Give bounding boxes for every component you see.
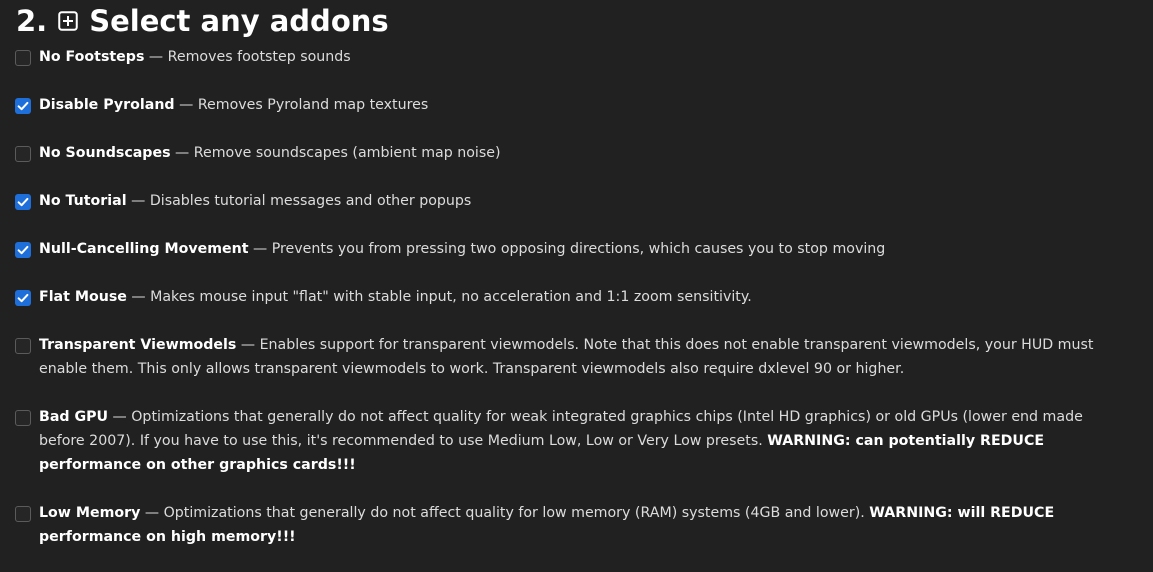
checkbox[interactable]: [15, 338, 31, 354]
option-description: Makes mouse input "flat" with stable input, no acceleration and 1:1 zoom sensitivity.: [150, 289, 752, 305]
option-description: Removes Pyroland map textures: [197, 97, 429, 113]
option-text: [39, 285, 1115, 309]
option-name: Transparent Viewmodels: [39, 337, 237, 353]
checkmark-icon: [15, 242, 31, 258]
option-name: No Soundscapes: [39, 145, 171, 161]
option-text: [39, 93, 1115, 117]
option-name: No Footsteps: [39, 49, 145, 65]
option-description: Removes footstep sounds: [167, 49, 351, 65]
option-name: Disable Pyroland: [39, 97, 175, 113]
option-description: Disables tutorial messages and other popups: [149, 193, 472, 209]
option-separator: —: [140, 505, 164, 521]
option-separator: —: [170, 145, 194, 161]
option-name: Flat Mouse: [39, 289, 127, 305]
checkbox[interactable]: [15, 146, 31, 162]
checkmark-icon: [15, 290, 31, 306]
option-name: Low Memory: [39, 505, 141, 521]
option-description: Remove soundscapes (ambient map noise): [193, 145, 501, 161]
option-description: Optimizations that generally do not affect quality for weak integrated graphics chips (Intel HD graphics) or old GPUs (lower end made before 2007). If you have to use this, it's recommended to use Medium Low, Low or Very Low presets.: [39, 409, 1083, 449]
option-text: [39, 333, 1115, 381]
option-text: [39, 141, 1115, 165]
option-description: Enables support for transparent viewmodels. Note that this does not enable transparent viewmodels, your HUD must enable them. This only allows transparent viewmodels to work. Transparent viewmodels also require dxlevel 90 or higher.: [39, 337, 1094, 377]
section-title: Select any addons: [89, 4, 389, 38]
option-separator: —: [174, 97, 198, 113]
option-separator: —: [126, 193, 150, 209]
option-description: Prevents you from pressing two opposing directions, which causes you to stop moving: [271, 241, 886, 257]
option-description: Optimizations that generally do not affect quality for low memory (RAM) systems (4GB and lower).: [163, 505, 870, 521]
option-warning: WARNING: will REDUCE performance on high memory!!!: [39, 505, 1055, 545]
option-name: Bad GPU: [39, 409, 109, 425]
option-text: [39, 237, 1115, 261]
option-text: [39, 501, 1115, 549]
checkbox[interactable]: [15, 506, 31, 522]
option-separator: —: [108, 409, 132, 425]
checkmark-icon: [15, 98, 31, 114]
checkbox[interactable]: [15, 98, 31, 114]
option-text: [39, 189, 1115, 213]
step-number: 2.: [16, 4, 48, 38]
checkbox[interactable]: [15, 50, 31, 66]
checkbox[interactable]: [15, 194, 31, 210]
option-name: No Tutorial: [39, 193, 127, 209]
checkbox[interactable]: [15, 290, 31, 306]
option-separator: —: [144, 49, 168, 65]
plus-square-icon: [58, 11, 78, 31]
checkmark-icon: [15, 194, 31, 210]
section-header: [16, 2, 389, 40]
checkbox[interactable]: [15, 242, 31, 258]
option-separator: —: [248, 241, 272, 257]
option-separator: —: [236, 337, 260, 353]
option-text: [39, 45, 1115, 69]
option-text: [39, 405, 1115, 477]
option-warning: WARNING: can potentially REDUCE performance on other graphics cards!!!: [39, 433, 1045, 473]
checkbox[interactable]: [15, 410, 31, 426]
option-name: Null-Cancelling Movement: [39, 241, 249, 257]
option-separator: —: [126, 289, 151, 305]
